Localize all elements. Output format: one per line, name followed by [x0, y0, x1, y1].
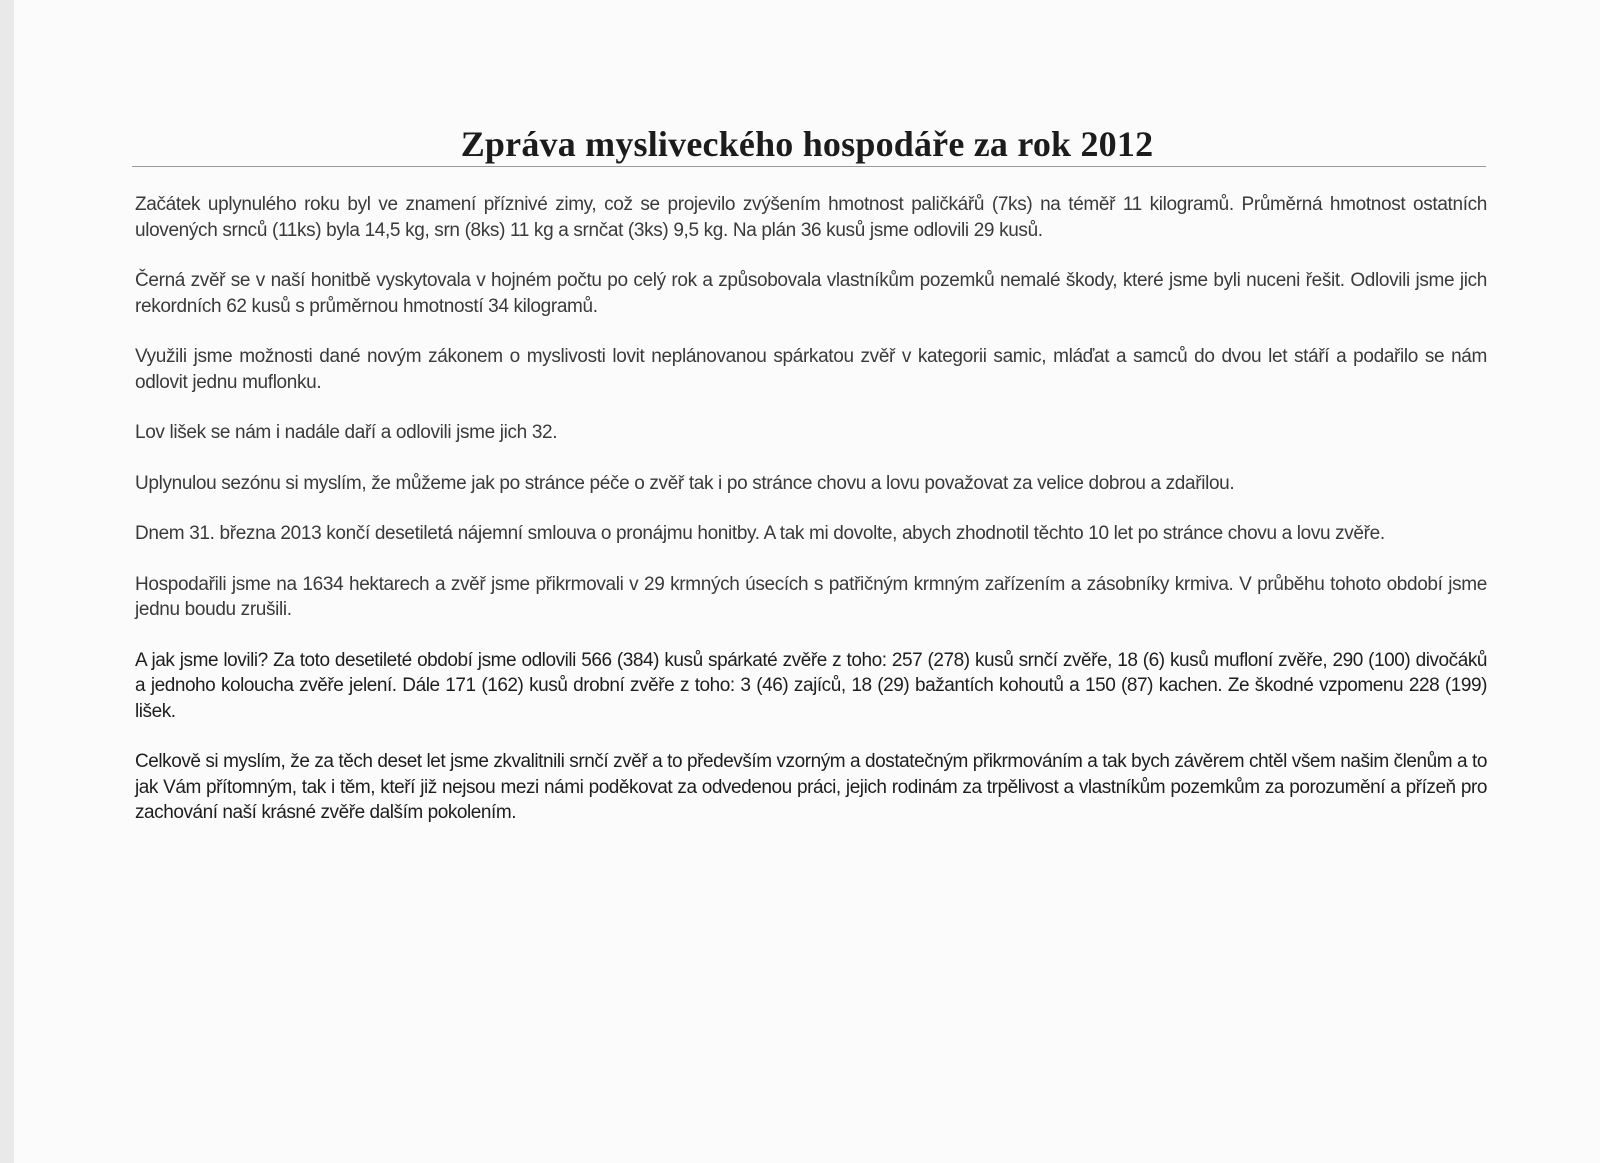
paragraph-feeding: Hospodařili jsme na 1634 hektarech a zvěř jsme přikrmovali v 29 krmných úsecích s patřičným krmným zařízením a zásobníky krmiva. V průběhu tohoto období jsme jednu boudu zrušili.	[135, 573, 1487, 620]
document-page	[14, 0, 1600, 1163]
title-divider	[132, 166, 1486, 167]
document-title: Zpráva mysliveckého hospodáře za rok 2012	[460, 124, 1154, 164]
paragraph-hunting-totals: A jak jsme lovili? Za toto desetileté období jsme odlovili 566 (384) kusů spárkaté zvěře z toho: 257 (278) kusů srnčí zvěře, 18 (6) kusů mufloní zvěře, 290 (100) divočáků a jednoho kolouchа zvěře jelení. Dále 171 (162) kusů drobní zvěře z toho: 3 (46) zajíců, 18 (29) bažantích kohoutů a 150 (87) kachen. Ze škodné vzpomenu 228 (199) lišek.	[135, 649, 1487, 722]
paragraph-wild-boar: Černá zvěř se v naší honitbě vyskytovala v hojném počtu po celý rok a způsobovala vlastníkům pozemků nemalé škody, které jsme byli nuceni řešit. Odlovili jsme jich rekordních 62 kusů s průměrnou hmotností 34 kilogramů.	[135, 270, 1487, 317]
paragraph-foxes: Lov lišek se nám i nadále daří a odlovili jsme jich 32.	[135, 422, 558, 443]
paragraph-spring-weights: Začátek uplynulého roku byl ve znamení příznivé zimy, což se projevilo zvýšením hmotnost paličkářů (7ks) na téměř 11 kilogramů. Průměrná hmotnost ostatních ulovených srnců (11ks) byla 14,5 kg, srn (8ks) 11 kg a srnčat (3ks) 9,5 kg. Na plán 36 kusů jsme odlovili 29 kusů.	[135, 194, 1487, 241]
document-body	[135, 192, 1487, 851]
paragraph-season-summary: Uplynulou sezónu si myslím, že můžeme jak po stránce péče o zvěř tak i po stránce chovu a lovu považovat za velice dobrou a zdařilou.	[135, 472, 1235, 494]
paragraph-new-law: Využili jsme možnosti dané novým zákonem o myslivosti lovit neplánovanou spárkatou zvěř v kategorii samic, mláďat a samců do dvou let stáří a podařilo se nám odlovit jednu muflonku.	[135, 346, 1487, 393]
paragraph-lease-end: Dnem 31. března 2013 končí desetiletá nájemní smlouva o pronájmu honitby. A tak mi dovolte, abych zhodnotil těchto 10 let po stránce chovu a lovu zvěře.	[135, 523, 1385, 544]
paragraph-thanks: Celkově si myslím, že za těch deset let jsme zkvalitnili srnčí zvěř a to především vzorným a dostatečným přikrmováním a tak bych závěrem chtěl všem našim členům a to jak Vám přítomným, tak i těm, kteří již nejsou mezi námi poděkovat za odvedenou práci, jejich rodinám za trpělivost a vlastníkům pozemkům za porozumění a přízeň pro zachování naší krásné zvěře dalším pokolením.	[135, 751, 1487, 823]
